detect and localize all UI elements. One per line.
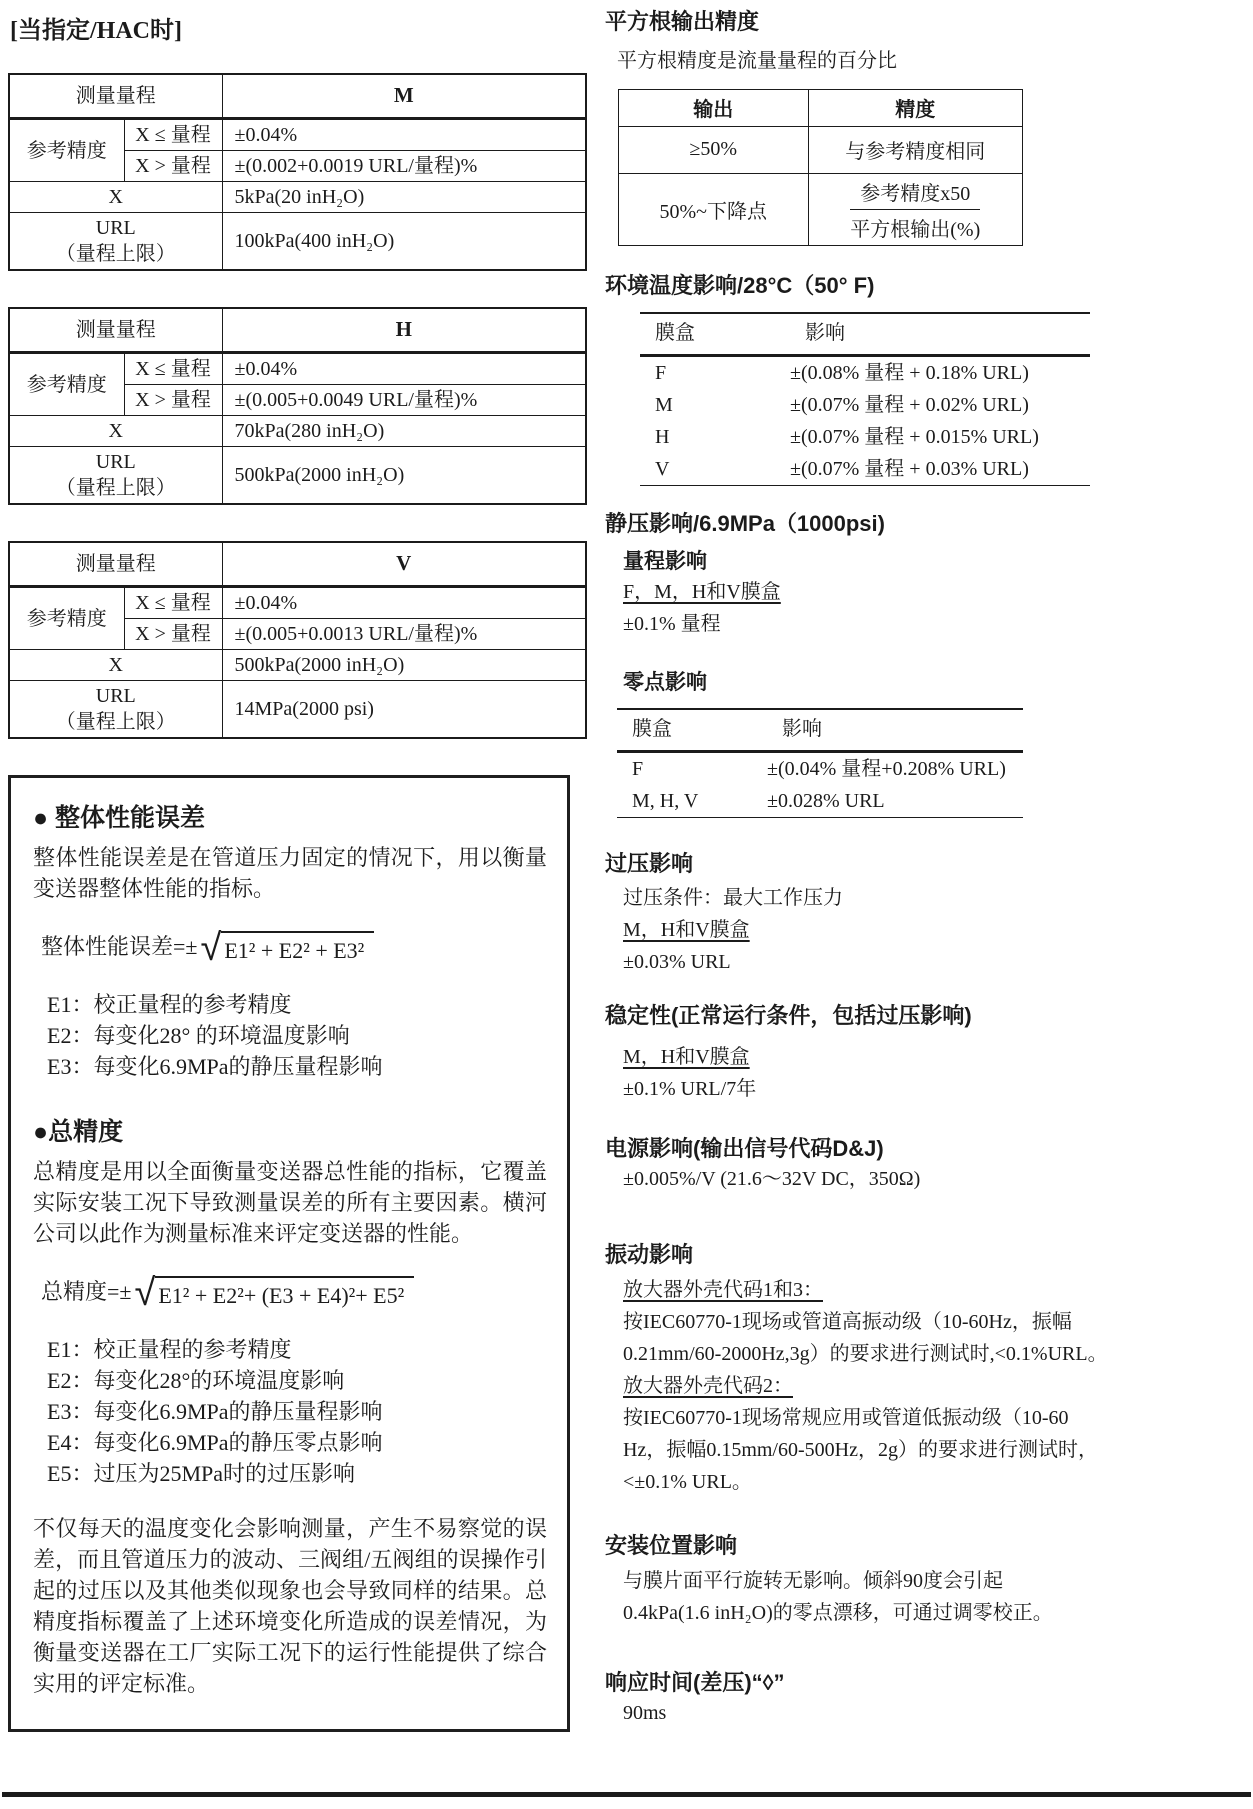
fraction <box>850 177 980 242</box>
overall-error-formula <box>41 925 547 969</box>
overpressure-heading: 过压影响 <box>605 850 694 876</box>
url-sublabel: （量程上限） <box>55 243 176 265</box>
e-definition: E2：每变化28° 的环境温度影响 <box>47 1023 350 1048</box>
url-label-cell <box>9 447 222 505</box>
accuracy-value: ±0.04% <box>222 353 586 385</box>
condition-cell: X ≤ 量程 <box>124 119 222 151</box>
ref-accuracy-label: 参考精度 <box>9 119 124 182</box>
url-sublabel: （量程上限） <box>55 477 176 499</box>
e-definition: E3：每变化6.9MPa的静压量程影响 <box>47 1054 383 1079</box>
range-table-h <box>8 307 587 505</box>
response-time-section <box>605 1669 1253 1730</box>
effect-cell: ±(0.07% 量程 + 0.02% URL) <box>790 394 1029 417</box>
stability-capsule-list: M，H和V膜盒 <box>623 1045 750 1068</box>
x-label: X <box>9 182 222 213</box>
accuracy-value: ±(0.005+0.0013 URL/量程)% <box>222 619 586 650</box>
range-header-label: 测量量程 <box>9 308 222 353</box>
sqrt-output-heading: 平方根输出精度 <box>605 9 760 34</box>
amplifier-case-13-label: 放大器外壳代码1和3： <box>623 1278 823 1301</box>
static-pressure-section <box>605 510 1253 817</box>
effect-cell: ±(0.08% 量程 + 0.18% URL) <box>790 362 1029 385</box>
effect-cell: ±(0.07% 量程 + 0.015% URL) <box>790 426 1039 449</box>
power-supply-heading: 电源影响(输出信号代码D&J) <box>605 1135 884 1161</box>
overall-error-paragraph: 整体性能误差是在管道压力固定的情况下，用以衡量变送器整体性能的指标。 <box>33 845 547 901</box>
ref-accuracy-label: 参考精度 <box>9 587 124 650</box>
url-label: URL <box>95 685 136 707</box>
url-label-cell <box>9 681 222 739</box>
accuracy-value: ±0.04% <box>222 119 586 151</box>
span-effect-subheading: 量程影响 <box>623 549 707 573</box>
capsule-cell: V <box>655 458 670 481</box>
response-time-heading: 响应时间(差压)“◊” <box>605 1669 785 1695</box>
effect-cell: ±(0.07% 量程 + 0.03% URL) <box>790 458 1029 481</box>
vibration-case2-text: <±0.1% URL。 <box>623 1470 752 1493</box>
e-definition: E3：每变化6.9MPa的静压量程影响 <box>47 1399 383 1424</box>
power-supply-section <box>605 1135 1253 1196</box>
fraction-denominator: 平方根输出(%) <box>850 218 981 241</box>
x-value: 70kPa(280 inH₂O) <box>222 416 586 447</box>
total-accuracy-paragraph: 总精度是用以全面衡量变送器总性能的指标，它覆盖实际安装工况下导致测量误差的所有主要因素。横河公司以此作为测量标准来评定变送器的性能。 <box>33 1159 547 1246</box>
right-column <box>605 8 1253 1729</box>
mounting-position-section <box>605 1532 1253 1629</box>
accuracy-fraction-cell <box>808 173 1022 245</box>
capsule-cell: F <box>632 757 644 780</box>
url-label: URL <box>95 451 136 473</box>
e-definition: E1：校正量程的参考精度 <box>47 1337 292 1362</box>
total-accuracy-heading: ●总精度 <box>33 1118 124 1146</box>
vibration-case2-text: Hz，振幅0.15mm/60-500Hz，2g）的要求进行测试时， <box>623 1438 1098 1461</box>
overpressure-section <box>605 850 1253 979</box>
column-header-effect: 影响 <box>790 313 1090 356</box>
left-column <box>8 10 585 1732</box>
x-value: 500kPa(2000 inH₂O) <box>222 650 586 681</box>
accuracy-value: ±(0.005+0.0049 URL/量程)% <box>222 385 586 416</box>
amplifier-case-2-label: 放大器外壳代码2： <box>623 1374 793 1397</box>
formula-lhs: 整体性能误差=± <box>41 934 198 959</box>
ambient-temp-table <box>640 312 1090 486</box>
vibration-section <box>605 1241 1253 1498</box>
zero-effect-subheading: 零点影响 <box>623 671 707 695</box>
vibration-heading: 振动影响 <box>605 1242 694 1268</box>
capsule-cell: H <box>655 426 670 449</box>
effect-cell: ±(0.04% 量程+0.208% URL) <box>767 757 1006 780</box>
condition-cell: X ≤ 量程 <box>124 587 222 619</box>
stability-value: ±0.1% URL/7年 <box>623 1077 757 1100</box>
capsule-code-v: V <box>222 542 586 587</box>
total-accuracy-formula <box>41 1270 547 1314</box>
overpressure-condition: 过压条件：最大工作压力 <box>623 887 843 910</box>
stability-heading: 稳定性(正常运行条件，包括过压影响) <box>605 1003 972 1029</box>
sqrt-radical-icon: √ <box>200 925 222 969</box>
url-value: 14MPa(2000 psi) <box>222 681 586 739</box>
url-label: URL <box>95 217 136 239</box>
condition-cell: X > 量程 <box>124 385 222 416</box>
column-header-accuracy: 精度 <box>808 89 1022 126</box>
capsule-cell: M <box>655 394 673 417</box>
formula-expression: E1² + E2² + E3² <box>221 931 374 967</box>
static-pressure-heading: 静压影响/6.9MPa（1000psi) <box>605 511 885 537</box>
url-value: 500kPa(2000 inH₂O) <box>222 447 586 505</box>
fraction-numerator: 参考精度x50 <box>850 177 980 210</box>
span-effect-value: ±0.1% 量程 <box>623 613 721 636</box>
formula-expression: E1² + E2²+ (E3 + E4)²+ E5² <box>155 1276 414 1312</box>
range-header-label: 测量量程 <box>9 542 222 587</box>
range-table-m <box>8 73 587 271</box>
section-title-hac: [当指定/HAC时] <box>10 18 182 44</box>
performance-box <box>8 775 570 1732</box>
power-supply-value: ±0.005%/V (21.6～32V DC，350Ω) <box>623 1168 921 1191</box>
e-definition: E2：每变化28°的环境温度影响 <box>47 1368 345 1393</box>
ambient-temp-section <box>605 272 1253 487</box>
accuracy-value: ±0.04% <box>222 587 586 619</box>
mounting-position-text: 0.4kPa(1.6 inH₂O)的零点漂移，可通过调零校正。 <box>623 1601 1053 1624</box>
vibration-case2-text: 按IEC60770-1现场常规应用或管道低振动级（10-60 <box>623 1406 1069 1429</box>
zero-effect-table <box>617 708 1023 818</box>
condition-cell: X > 量程 <box>124 619 222 650</box>
overall-error-heading: ● 整体性能误差 <box>33 804 206 832</box>
page-bottom-rule <box>2 1792 1251 1797</box>
column-header-capsule: 膜盒 <box>617 709 767 752</box>
sqrt-accuracy-table <box>618 89 1023 246</box>
condition-cell: X ≤ 量程 <box>124 353 222 385</box>
capsule-cell: F <box>655 362 667 385</box>
capsule-code-m: M <box>222 74 586 119</box>
vibration-case13-text: 按IEC60770-1现场或管道高振动级（10-60Hz，振幅 <box>623 1310 1072 1333</box>
response-time-value: 90ms <box>623 1702 667 1725</box>
formula-lhs: 总精度=± <box>41 1279 132 1304</box>
x-label: X <box>9 650 222 681</box>
overpressure-value: ±0.03% URL <box>623 951 731 974</box>
vibration-case13-text: 0.21mm/60-2000Hz,3g）的要求进行测试时,<0.1%URL。 <box>623 1342 1108 1365</box>
span-capsule-list: F，M，H和V膜盒 <box>623 581 781 604</box>
ambient-temp-heading: 环境温度影响/28°C（50° F) <box>605 272 875 298</box>
url-value: 100kPa(400 inH₂O) <box>222 213 586 271</box>
stability-section <box>605 1002 1253 1105</box>
output-cell: 50%~下降点 <box>619 173 809 245</box>
output-cell: ≥50% <box>619 126 809 173</box>
mounting-position-heading: 安装位置影响 <box>605 1532 738 1558</box>
condition-cell: X > 量程 <box>124 151 222 182</box>
column-header-effect: 影响 <box>767 709 1023 752</box>
sqrt-radical-icon: √ <box>134 1270 156 1314</box>
total-accuracy-note: 不仅每天的温度变化会影响测量，产生不易察觉的误差，而且管道压力的波动、三阀组/五阀组的误操作引起的过压以及其他类似现象也会导致同样的结果。总精度指标覆盖了上述环境变化所造成的误差情况，为衡量变送器在工厂实际工况下的运行性能提供了综合实用的评定标准。 <box>33 1516 547 1696</box>
range-table-v <box>8 541 587 739</box>
x-value: 5kPa(20 inH₂O) <box>222 182 586 213</box>
url-sublabel: （量程上限） <box>55 711 176 733</box>
ref-accuracy-label: 参考精度 <box>9 353 124 416</box>
range-header-label: 测量量程 <box>9 74 222 119</box>
effect-cell: ±0.028% URL <box>767 789 885 812</box>
e-definition: E4：每变化6.9MPa的静压零点影响 <box>47 1430 383 1455</box>
capsule-code-h: H <box>222 308 586 353</box>
column-header-output: 输出 <box>619 89 809 126</box>
mounting-position-text: 与膜片面平行旋转无影响。倾斜90度会引起 <box>623 1569 1003 1592</box>
capsule-cell: M, H, V <box>632 789 699 812</box>
accuracy-value: ±(0.002+0.0019 URL/量程)% <box>222 151 586 182</box>
column-header-capsule: 膜盒 <box>640 313 790 356</box>
x-label: X <box>9 416 222 447</box>
accuracy-cell: 与参考精度相同 <box>808 126 1022 173</box>
sqrt-output-subtext: 平方根精度是流量量程的百分比 <box>617 49 897 72</box>
e-definition: E5：过压为25MPa时的过压影响 <box>47 1461 356 1486</box>
url-label-cell <box>9 213 222 271</box>
sqrt-output-section <box>605 8 1253 246</box>
e-definition: E1：校正量程的参考精度 <box>47 992 292 1017</box>
overpressure-capsule-list: M，H和V膜盒 <box>623 919 750 942</box>
